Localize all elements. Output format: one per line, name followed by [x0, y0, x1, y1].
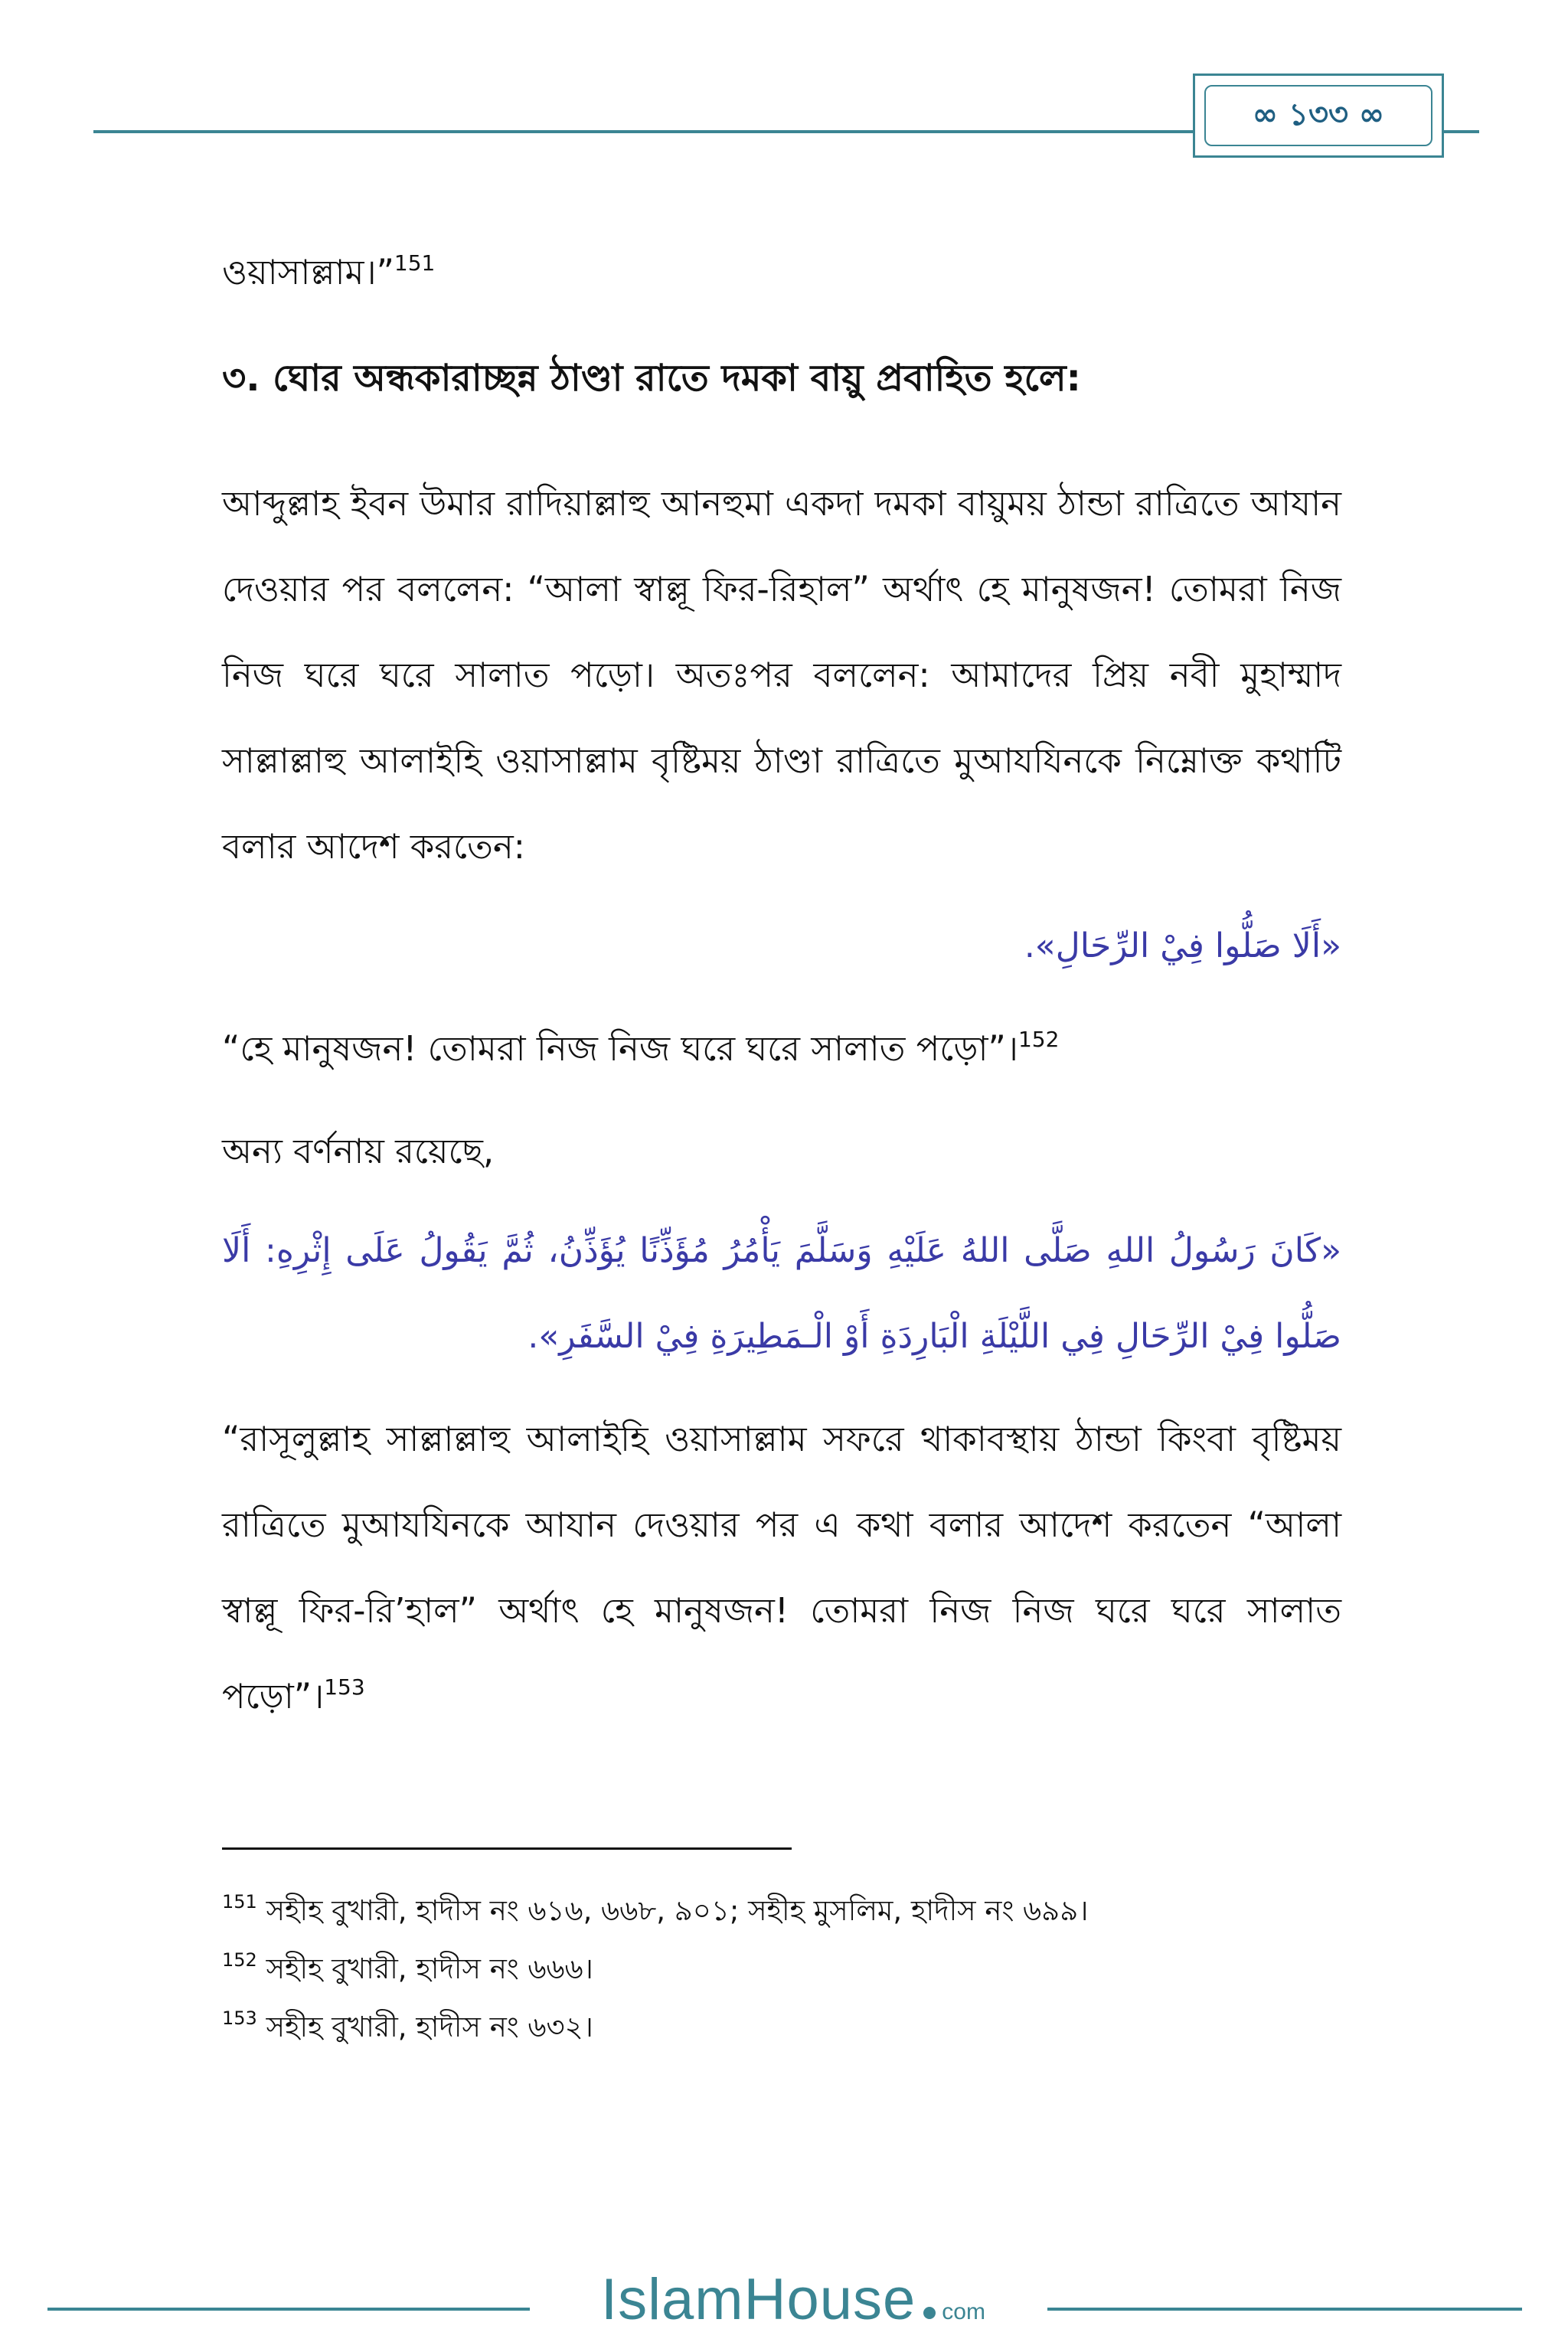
- paragraph-rasulullah: [222, 1396, 1341, 1740]
- continuation-text: ওয়াসাল্লাম।”: [222, 252, 394, 292]
- brand-suffix: com: [942, 2299, 985, 2324]
- page-number: ∞ ১৩৩ ∞: [1252, 96, 1385, 132]
- brand-name: IslamHouse: [601, 2267, 916, 2332]
- footnote-ref-152[interactable]: 152: [1018, 1027, 1060, 1052]
- footer-rule-left: [47, 2308, 530, 2311]
- islamhouse-logo[interactable]: [548, 2266, 1038, 2335]
- footnote-text: সহীহ বুখারী, হাদীস নং ৬১৬, ৬৬৮, ৯০১; সহীহ মুসলিম, হাদীস নং ৬৯৯।: [266, 1894, 1089, 1927]
- continuation-line: [222, 230, 1341, 315]
- brand-dot-icon: [923, 2307, 936, 2319]
- arabic-quote-1: «أَلَا صَلُّوا فِيْ الرِّحَالِ».: [1024, 926, 1341, 965]
- section-heading: ৩. ঘোর অন্ধকারাচ্ছন্ন ঠাণ্ডা রাতে দমকা বায়ু প্রবাহিত হলে:: [222, 357, 1081, 400]
- footnote-151: [222, 1882, 1370, 1940]
- footnote-text: সহীহ বুখারী, হাদীস নং ৬৬৬।: [266, 1952, 593, 1985]
- footnote-ref-151[interactable]: 151: [394, 250, 436, 276]
- footnote-152: [222, 1940, 1370, 1998]
- paragraph-rasulullah-text: “রাসূলুল্লাহ সাল্লাল্লাহু আলাইহি ওয়াসাল্লাম সফরে থাকাবস্থায় ঠান্ডা কিংবা বৃষ্টিময় রাত্রিতে মুআযযিনকে আযান দেওয়ার পর এ কথা বলার আদেশ করতেন “আলা স্বাল্লূ ফির-রি’হাল” অর্থাৎ হে মানুষজন! তোমরা নিজ নিজ ঘরে ঘরে সালাত পড়ো”।: [222, 1419, 1341, 1717]
- paragraph-ibn-umar: আব্দুল্লাহ ইবন উমার রাদিয়াল্লাহু আনহুমা একদা দমকা বায়ুময় ঠান্ডা রাত্রিতে আযান দেওয়ার পর বললেন: “আলা স্বাল্লূ ফির-রিহাল” অর্থাৎ হে মানুষজন! তোমরা নিজ নিজ ঘরে ঘরে সালাত পড়ো। অতঃপর বললেন: আমাদের প্রিয় নবী মুহাম্মাদ সাল্লাল্লাহু আলাইহি ওয়াসাল্লাম বৃষ্টিময় ঠাণ্ডা রাত্রিতে মুআযযিনকে নিম্নোক্ত কথাটি বলার আদেশ করতেন:: [222, 483, 1341, 867]
- footnote-number: 153: [222, 2007, 257, 2029]
- header-rule-left: [93, 130, 1193, 133]
- page-body: [222, 230, 1341, 1740]
- page-number-frame: [1193, 74, 1444, 158]
- footnote-text: সহীহ বুখারী, হাদীস নং ৬৩২।: [266, 2011, 593, 2043]
- page-number-inner-frame: [1204, 85, 1432, 146]
- other-narration-line: অন্য বর্ণনায় রয়েছে,: [222, 1131, 495, 1171]
- footnote-divider: [222, 1847, 792, 1850]
- footnote-number: 152: [222, 1949, 257, 1971]
- footnote-ref-153[interactable]: 153: [324, 1674, 365, 1700]
- translation-1: [222, 1006, 1341, 1092]
- translation-1-text: “হে মানুষজন! তোমরা নিজ নিজ ঘরে ঘরে সালাত পড়ো”।: [222, 1028, 1018, 1069]
- arabic-quote-2: «كَانَ رَسُولُ اللهِ صَلَّى اللهُ عَلَيْهِ وَسَلَّمَ يَأْمُرُ مُؤَذِّنًا يُؤَذِّنُ، ثُمَّ يَقُولُ عَلَى إِثْرِهِ: أَلَا صَلُّوا فِيْ الرِّحَالِ فِي اللَّيْلَةِ الْبَارِدَةِ أَوْ الْـمَطِيرَةِ فِيْ السَّفَرِ».: [222, 1231, 1341, 1356]
- footnote-number: 151: [222, 1891, 257, 1913]
- header-rule-right: [1444, 130, 1479, 133]
- footer-rule-right: [1047, 2308, 1522, 2311]
- footnotes-section: [222, 1882, 1370, 2056]
- footnote-153: [222, 1998, 1370, 2056]
